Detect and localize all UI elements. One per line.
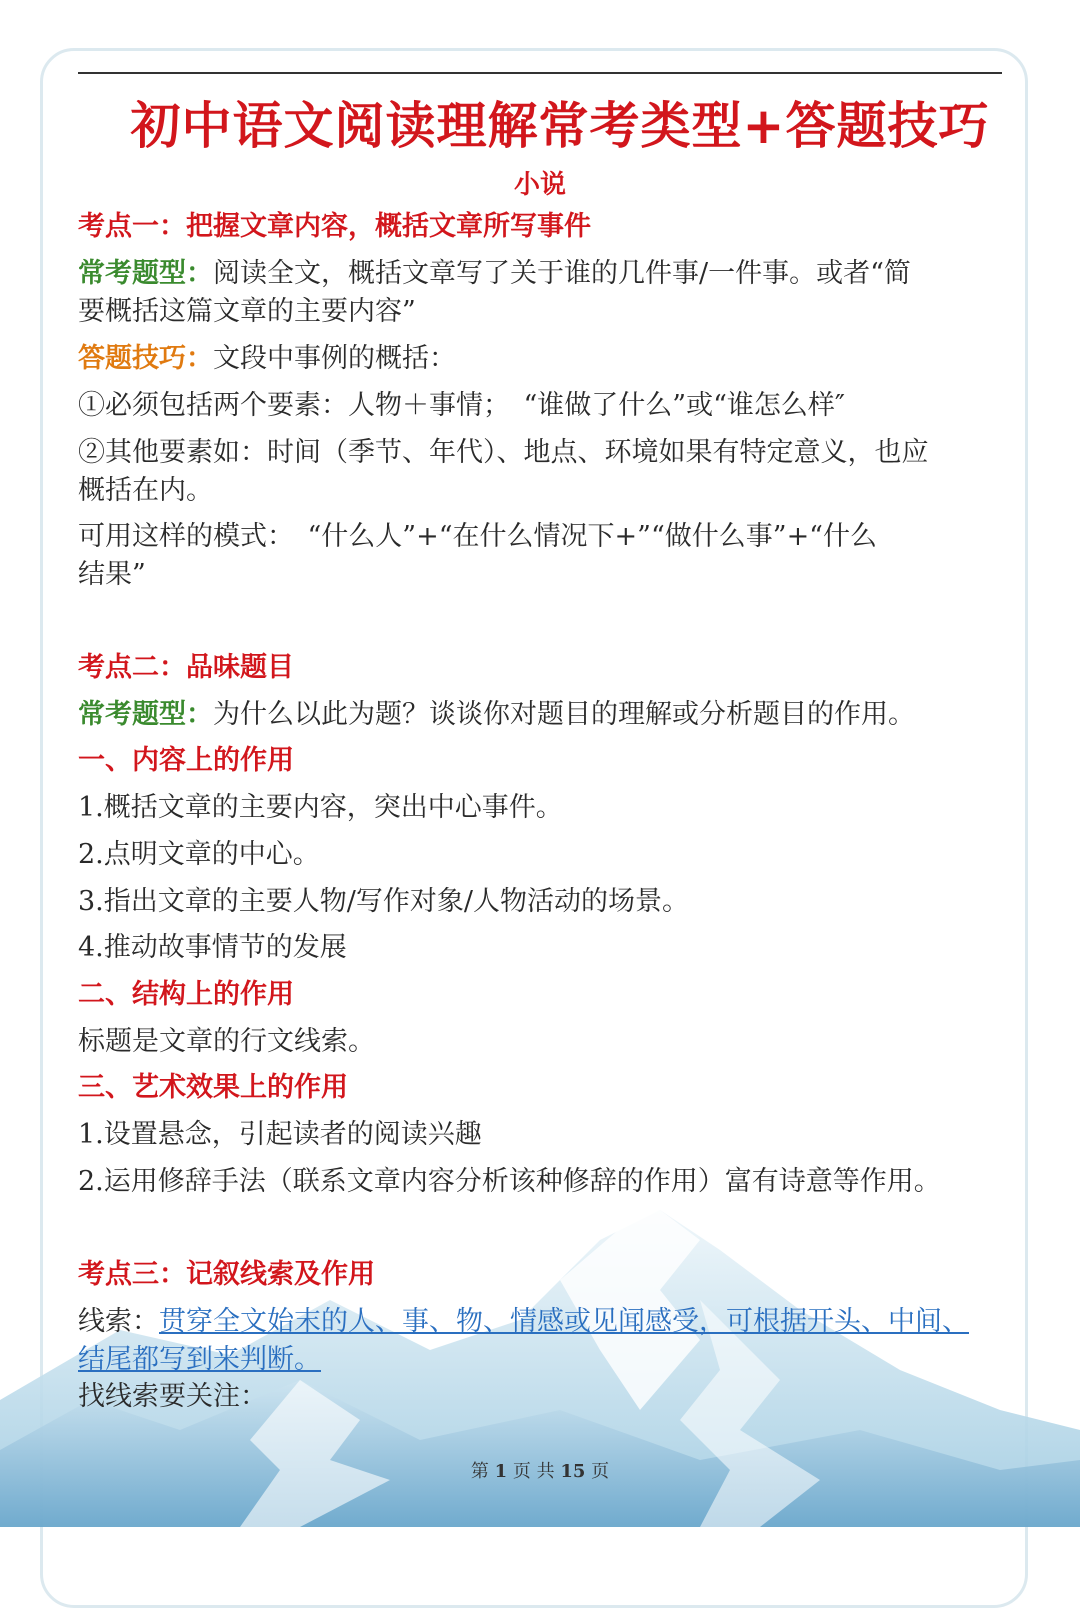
top-rule <box>78 72 1002 74</box>
section3-item: 1.设置悬念，引起读者的阅读兴趣 <box>78 1119 482 1150</box>
point1-answer-label: 答题技巧： <box>78 343 213 374</box>
point3-clue-cont <box>78 1341 1008 1379</box>
point3-clue-link-cont[interactable]: 结尾都写到来判断。 <box>78 1344 321 1375</box>
section2-heading: 二、结构上的作用 <box>78 979 294 1010</box>
section2-text: 标题是文章的行文线索。 <box>78 1026 375 1057</box>
page-total: 15 <box>560 1461 586 1482</box>
point1-item2-cont: 概括在内。 <box>78 475 213 506</box>
section3-heading: 三、艺术效果上的作用 <box>78 1072 348 1103</box>
point1-question-label: 常考题型： <box>78 258 213 289</box>
section1-heading: 一、内容上的作用 <box>78 745 294 776</box>
footer-prefix: 第 <box>470 1461 489 1482</box>
point3-clue-link[interactable]: 贯穿全文始末的人、事、物、情感或见闻感受，可根据开头、中间、 <box>159 1306 969 1337</box>
point3-heading: 考点三：记叙线索及作用 <box>78 1259 375 1290</box>
page-footer <box>0 1457 1080 1483</box>
point1-question-cont: 要概括这篇文章的主要内容” <box>78 296 416 327</box>
footer-middle: 页 共 <box>512 1461 555 1482</box>
point1-answer <box>78 340 1008 378</box>
point1-question <box>78 255 1008 293</box>
point3-find: 找线索要关注： <box>78 1381 267 1412</box>
point2-question-text: 为什么以此为题？谈谈你对题目的理解或分析题目的作用。 <box>213 699 915 730</box>
point1-mode-cont: 结果” <box>78 559 146 590</box>
point2-heading: 考点二：品味题目 <box>78 652 294 683</box>
point3-clue <box>78 1303 1008 1341</box>
section3-item: 2.运用修辞手法（联系文章内容分析该种修辞的作用）富有诗意等作用。 <box>78 1166 941 1197</box>
point1-item2: ②其他要素如：时间（季节、年代）、地点、环境如果有特定意义，也应 <box>78 437 929 468</box>
point2-question <box>78 696 1008 734</box>
point1-question-text: 阅读全文，概括文章写了关于谁的几件事/一件事。或者“简 <box>213 258 911 289</box>
section1-item: 4.推动故事情节的发展 <box>78 932 347 963</box>
point1-heading: 考点一：把握文章内容，概括文章所写事件 <box>78 211 591 242</box>
page-title: 初中语文阅读理解常考类型+答题技巧 <box>130 97 990 155</box>
section1-item: 2.点明文章的中心。 <box>78 839 320 870</box>
page-number: 1 <box>494 1461 508 1482</box>
point2-question-label: 常考题型： <box>78 699 213 730</box>
page-subtitle: 小说 <box>513 170 566 200</box>
point3-clue-label: 线索： <box>78 1306 159 1337</box>
point1-mode: 可用这样的模式： “什么人”+“在什么情况下+”“做什么事”+“什么 <box>78 521 877 552</box>
section1-item: 1.概括文章的主要内容，突出中心事件。 <box>78 792 563 823</box>
point1-item1: ①必须包括两个要素：人物＋事情； “谁做了什么”或“谁怎么样″ <box>78 390 845 421</box>
section1-item: 3.指出文章的主要人物/写作对象/人物活动的场景。 <box>78 886 689 917</box>
point1-answer-text: 文段中事例的概括： <box>213 343 456 374</box>
footer-suffix: 页 <box>591 1461 610 1482</box>
